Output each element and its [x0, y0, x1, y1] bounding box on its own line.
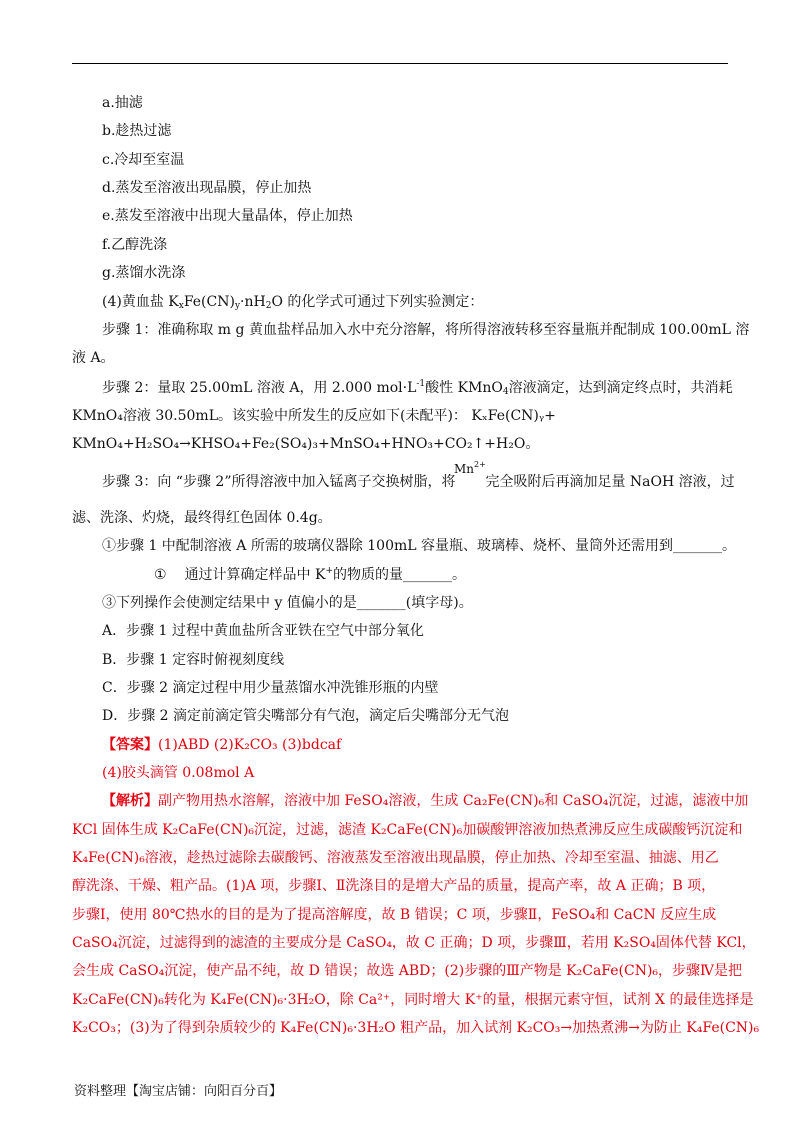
analysis-line6: CaSO₄沉淀，过滤得到的滤渣的主要成分是 CaSO₄，故 C 正确；D 项，步骤Ⅲ，若用 K₂SO₄固体代替 KCl，: [72, 935, 756, 951]
question-4-2: [154, 565, 466, 585]
subscript: 2: [265, 301, 272, 311]
question-4-1: ①步骤 1 中配制溶液 A 所需的玻璃仪器除 100mL 容量瓶、玻璃棒、烧杯、量筒外还需用到_______。: [102, 538, 737, 554]
subscript: y: [234, 301, 241, 311]
intro-text: (4)黄血盐 K: [102, 294, 179, 310]
option-c: c.冷却至室温: [102, 152, 185, 168]
step2-line1: [102, 378, 733, 398]
analysis-line4: 醇洗涤、干燥、粗产品。(1)A 项，步骤Ⅰ、Ⅱ洗涤目的是增大产品的质量，提高产率，故 A 正确；B 项，: [72, 878, 716, 894]
question-4-3: ③下列操作会使测定结果中 y 值偏小的是_______(填字母)。: [102, 595, 473, 611]
step3-text: 完全吸附后再滴加足量 NaOH 溶液，过: [485, 474, 735, 490]
analysis-line5: 步骤Ⅰ，使用 80℃热水的目的是为了提高溶解度，故 B 错误；C 项，步骤Ⅱ，FeSO₄和 CaCN 反应生成: [72, 907, 717, 923]
q2-text: 的物质的量_______。: [333, 567, 467, 583]
choice-c: C．步骤 2 滴定过程中用少量蒸馏水冲洗锥形瓶的内壁: [102, 680, 439, 696]
subscript: x: [178, 301, 184, 311]
step2-text: 溶液滴定，达到滴定终点时，共消耗: [508, 380, 733, 396]
step1-line1: 步骤 1：准确称取 m g 黄血盐样品加入水中充分溶解，将所得溶液转移至容量瓶并配制成 100.00mL 溶: [102, 322, 750, 338]
header-rule: [72, 63, 728, 64]
answer-line1: [102, 735, 341, 755]
step3-line2: 滤、洗涤、灼烧，最终得红色固体 0.4g。: [72, 510, 332, 526]
analysis-line8: K₂CaFe(CN)₆转化为 K₄Fe(CN)₆·3H₂O，除 Ca²⁺，同时增大 K⁺的量，根据元素守恒，试剂 X 的最佳选择是: [72, 992, 754, 1008]
step1-line2: 液 A。: [72, 350, 115, 366]
step2-line3: KMnO₄+H₂SO₄→KHSO₄+Fe₂(SO₄)₃+MnSO₄+HNO₃+CO₂↑+H₂O。: [72, 436, 540, 452]
answer-line2: (4)胶头滴管 0.08mol A: [102, 765, 255, 781]
analysis-line7: 会生成 CaSO₄沉淀，使产品不纯，故 D 错误；故选 ABD；(2)步骤的Ⅲ产物是 K₂CaFe(CN)₆，步骤Ⅳ是把: [72, 963, 743, 979]
analysis-line2: KCl 固体生成 K₂CaFe(CN)₆沉淀，过滤，滤渣 K₂CaFe(CN)₆加碳酸钾溶液加热煮沸反应生成碳酸钙沉淀和: [72, 822, 743, 838]
analysis-line1: [102, 791, 748, 811]
intro-text: Fe(CN): [183, 294, 235, 310]
step2-text: 酸性 KMnO: [425, 380, 503, 396]
analysis-label: 【解析】: [102, 793, 158, 809]
step3-text: 步骤 3：向 “步骤 2”所得溶液中加入锰离子交换树脂，将: [102, 474, 456, 490]
option-a: a.抽滤: [102, 95, 143, 111]
analysis-text: 副产物用热水溶解，溶液中加 FeSO₄溶液，生成 Ca₂Fe(CN)₆和 CaSO₄沉淀，过滤，滤液中加: [158, 793, 749, 809]
subscript: 4: [502, 387, 509, 397]
option-d: d.蒸发至溶液出现晶膜，停止加热: [102, 180, 312, 196]
step2-text: 步骤 2：量取 25.00mL 溶液 A，用 2.000 mol·L: [102, 380, 417, 396]
choice-d: D．步骤 2 滴定前滴定管尖嘴部分有气泡，滴定后尖嘴部分无气泡: [102, 708, 510, 724]
page-footer: 资料整理【淘宝店铺：向阳百分百】: [74, 1084, 283, 1099]
analysis-line9: K₂CO₃；(3)为了得到杂质较少的 K₄Fe(CN)₆·3H₂O 粗产品，加入试剂 K₂CO₃→加热煮沸→为防止 K₄Fe(CN)₆: [72, 1020, 760, 1036]
option-e: e.蒸发至溶液中出现大量晶体，停止加热: [102, 208, 353, 224]
question-4-intro: [102, 292, 483, 312]
option-g: g.蒸馏水洗涤: [102, 265, 186, 281]
choice-b: B．步骤 1 定容时俯视刻度线: [102, 652, 285, 668]
superscript: 2+: [474, 460, 486, 469]
intro-text: O 的化学式可通过下列实验测定：: [271, 294, 484, 310]
step2-line2: KMnO₄溶液 30.50mL。该实验中所发生的反应如下(未配平)： KₓFe(CN)ᵧ+: [72, 408, 556, 424]
superscript: +: [325, 566, 334, 576]
q2-number: ①: [154, 567, 167, 583]
superscript: -1: [416, 379, 426, 389]
option-b: b.趁热过滤: [102, 123, 172, 139]
step3-line1: [102, 472, 735, 492]
answer-label: 【答案】: [102, 737, 158, 753]
intro-text: ·nH: [240, 294, 266, 310]
choice-a: A．步骤 1 过程中黄血盐所含亚铁在空气中部分氧化: [102, 623, 424, 639]
q2-text: 通过计算确定样品中 K: [184, 567, 326, 583]
mn-text: Mn: [454, 462, 475, 476]
option-f: f.乙醇洗涤: [102, 237, 168, 253]
answer-text: (1)ABD (2)K₂CO₃ (3)bdcaf: [158, 737, 342, 753]
analysis-line3: K₄Fe(CN)₆溶液，趁热过滤除去碳酸钙、溶液蒸发至溶液出现晶膜，停止加热、冷却至室温、抽滤、用乙: [72, 850, 719, 866]
